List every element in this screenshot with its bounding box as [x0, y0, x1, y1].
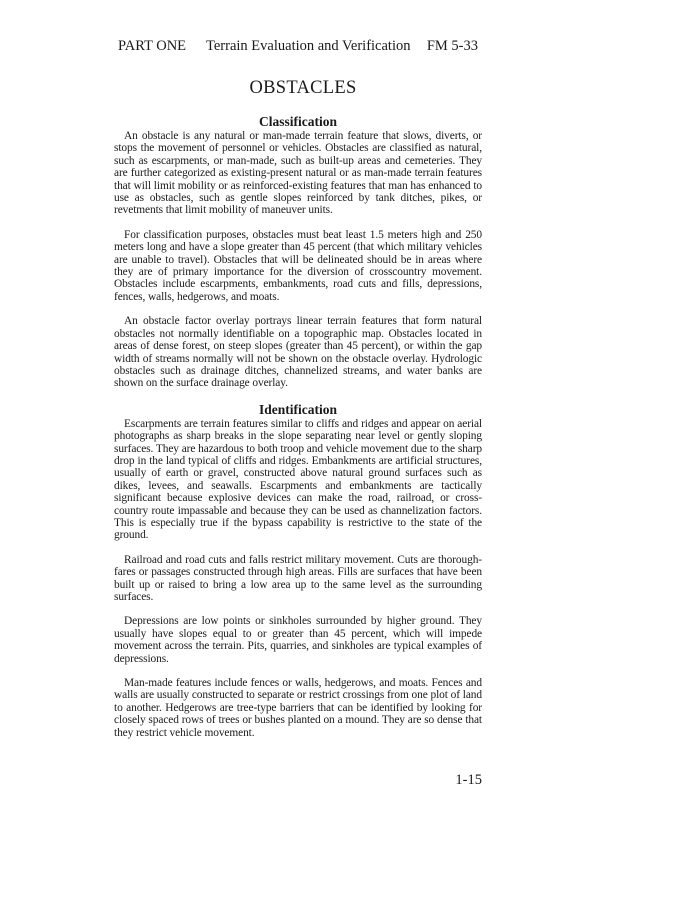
running-header-left [118, 38, 411, 55]
part-label: PART ONE [118, 38, 187, 54]
paragraph: Depressions are low points or sinkholes surrounded by higher ground. They usually have slopes equal to or greater than 45 percent, which will impede movement across the terrain. Pits, quarries, and sinkholes are typical examples of depressions. [114, 615, 482, 665]
section-identification [114, 402, 482, 739]
manual-number: FM 5-33 [426, 38, 478, 54]
paragraph: Railroad and road cuts and falls restrict military movement. Cuts are thorough-fares or passages constructed through high areas. Fills are surfaces that have been built up or raised to bring a low area up to the same level as the surrounding surfaces. [114, 553, 482, 603]
section-heading: Identification [258, 401, 337, 417]
page-number: 1-15 [455, 772, 482, 788]
page-title: OBSTACLES [249, 78, 357, 98]
running-header [118, 38, 478, 55]
paragraph: Escarpments are terrain features similar to cliffs and ridges and appear on aerial photographs as sharp breaks in the slope separating near level or gently sloping surfaces. They are hazardous to both troop and vehicle movement due to the sharp drop in the land typical of cliffs and ridges. Embankments are artificial structures, usually of earth or gravel, constructed above natural ground surfaces such as dikes, levees, and seawalls. Escarpments and embankments are tactically significant because explosive devices can make the road, railroad, or cross-country route impassable and because they can be used as channelization factors. This is especially true if the bypass capability is restrictive to the state of the ground. [114, 417, 482, 542]
paragraph: Man-made features include fences or walls, hedgerows, and moats. Fences and walls are usually constructed to separate or restrict crossings from one plot of land to another. Hedgerows are tree-type barriers that can be identified by looking for closely spaced rows of trees or bushes planted on a mound. They are so dense that they restrict vehicle movement. [114, 677, 482, 739]
paragraph: An obstacle factor overlay portrays linear terrain features that form natural obstacles not normally identifiable on a topographic map. Obstacles located in areas of dense forest, on steep slopes (greater than 45 percent), or within the gap width of streams normally will not be shown on the obstacle overlay. Hydrologic obstacles such as drainage ditches, channelized streams, and water banks are shown on the surface drainage overlay. [114, 315, 482, 390]
paragraph: An obstacle is any natural or man-made terrain feature that slows, diverts, or stops the movement of personnel or vehicles. Obstacles are classified as natural, such as escarpments, or man-made, such as built-up areas and cemeteries. They are further categorized as existing-present natural or as man-made terrain features that will limit mobility or as reinforced-existing features that man has enhanced to use as obstacles, such as gentle slopes reinforced by tank ditches, pikes, or revetments that limit mobility of maneuver units. [114, 130, 482, 217]
section-classification [114, 114, 482, 390]
body-column [114, 114, 482, 751]
section-heading: Classification [258, 114, 337, 129]
chapter-label: Terrain Evaluation and Verification [206, 38, 411, 54]
paragraph: For classification purposes, obstacles must beat least 1.5 meters high and 250 meters long and have a slope greater than 45 percent (that which military vehicles are unable to travel). Obstacles that will be delineated should be in areas where they are of primary importance for the diversion of crosscountry movement. Obstacles include escarpments, embankments, road cuts and fills, depressions, fences, walls, hedgerows, and moats. [114, 228, 482, 303]
